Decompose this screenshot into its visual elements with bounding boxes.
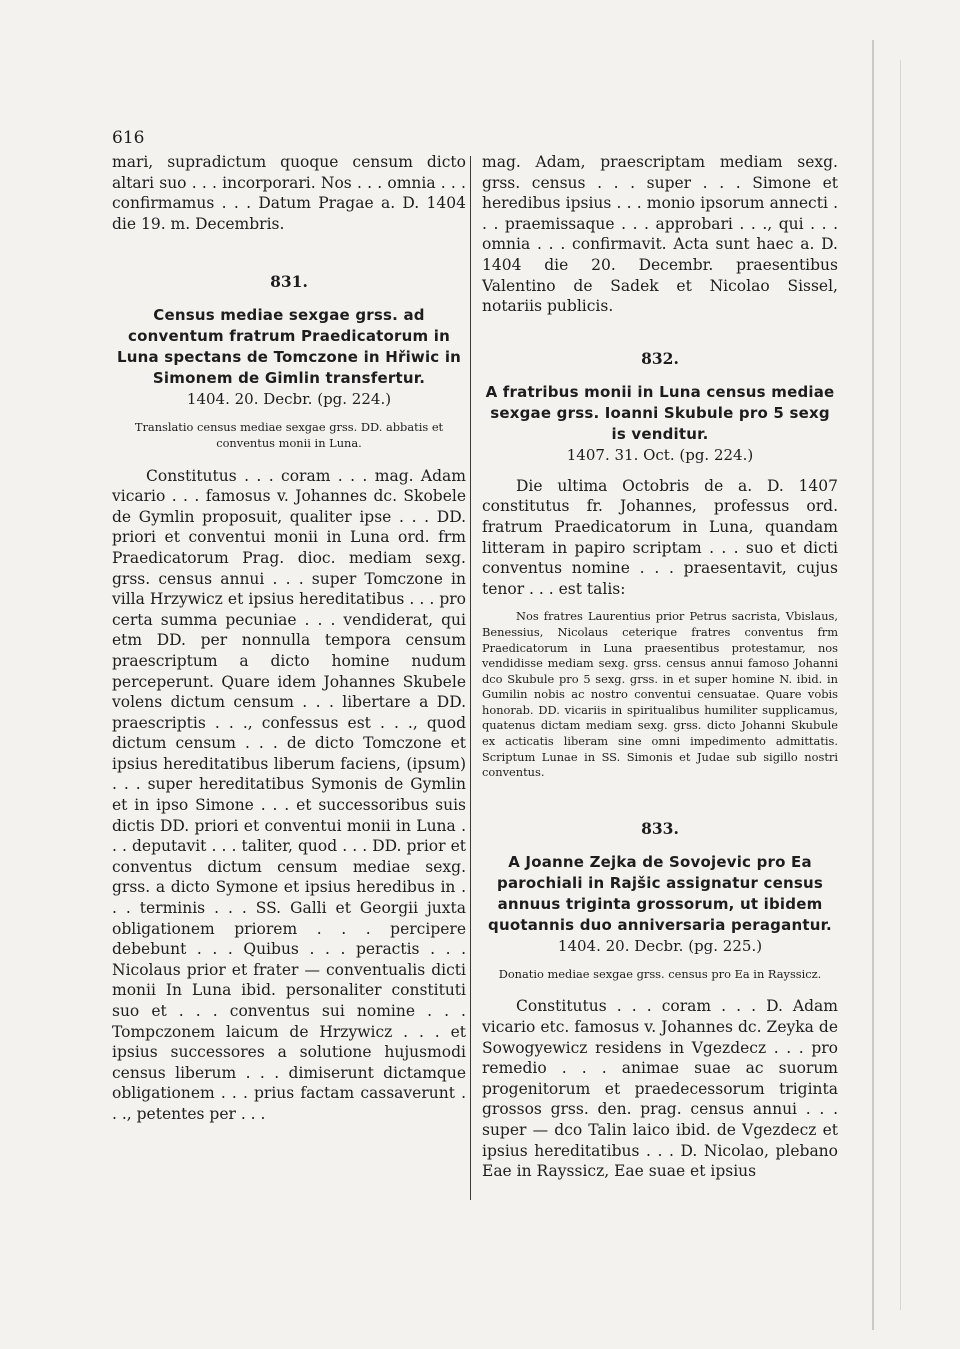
entry-date-832: 1407. 31. Oct. (pg. 224.) (566, 445, 754, 464)
page-edge-line (900, 60, 901, 1310)
entry-body-833: Constitutus . . . coram . . . D. Adam vicario etc. famosus v. Johannes dc. Zeyka de Sowogyewicz residens in Vgezdecz . . . pro remedio . . . animae suae ac suorum progenitorum et praedecessorum triginta grossos grss. den. prag. census annui . . . super — dco Talin laico ibid. de Vgezdecz et ipsius hereditatibus . . . D. Nicolao, plebano Eae in Rayssicz, Eae suae et ipsius (482, 997, 838, 1181)
entry-date-831: 1404. 20. Decbr. (pg. 224.) (186, 390, 392, 409)
entry-quote-832: Nos fratres Laurentius prior Petrus sacrista, Vbislaus, Benessius, Nicolaus ceterique fratres conventus frm Praedicatorum in Luna praesentibus protestamur, nos vendidisse mediam sexg. grss. census annui famoso Johanni dco Skubule pro 5 sexg. grss. in et super homine N. ibid. in Gumilin nobis ac nostro conventui censuatae. Quare vobis honorab. DD. vicariis in spiritualibus humiliter supplicamus, quatenus dictam mediam sexg. grss. dicto Johanni Skubule ex acticatis liberam sine omni impedimento admittatis. Scriptum Lunae in SS. Simonis et Judae sub sigillo nostri conventus. (482, 609, 838, 780)
right-column (482, 152, 838, 1182)
entry-number-831: 831. (270, 272, 308, 292)
entry-number-833: 833. (641, 818, 679, 838)
left-column (112, 152, 466, 1125)
entry-body-831: Constitutus . . . coram . . . mag. Adam vicario . . . famosus v. Johannes dc. Skobele de Gymlin proposuit, qualiter ipse . . . DD. priori et conventui monii in Luna ord. frm Praedicatorum Prag. dioc. mediam sexg. grss. census annui . . . super Tomczone in villa Hrzywicz et ipsius hereditatibus . . . pro certa summa pecuniae . . . vendiderat, qui etm DD. per nonnulla tempora censum praescriptum a dicto homine nudum perceperunt. Quare idem Johannes Skubele volens dictum censum . . . libertare a DD. praescriptis . . ., confessus est . . ., quod dictum censum . . . de dicto Tomczone et ipsius hereditatibus liberum faciens, (ipsum) . . . super hereditatibus Symonis de Gymlin et in ipso Simone . . . et successoribus suis dictis DD. priori et conventui monii in Luna . . . deputavit . . . taliter, quod . . . DD. prior et conventus dictum censum mediae sexg. grss. a dicto Symone et ipsius heredibus in . . . terminis . . . SS. Galli et Georgii juxta obligationem priorem . . . percipere debebunt . . . Quibus . . . peractis . . . Nicolaus prior et frater — conventualis dicti monii In Luna ibid. personaliter constituti suo et . . . conventus sui nomine . . . Tompczonem laicum de Hrzywicz . . . et ipsius successores a solutione hujusmodi census liberum . . . dimiserunt dictamque obligationem . . . prius factam cassaverunt . . ., petentes per . . . (112, 466, 466, 1123)
entry-heading-831: Census mediae sexgae grss. ad conventum fratrum Praedicatorum in Luna spectans de Tomczone in Hřiwic in Simonem de Gimlin transfertur. (116, 306, 462, 388)
entry-body-832: Die ultima Octobris de a. D. 1407 constitutus fr. Johannes, professus ord. fratrum Praedicatorum in Luna, quandam litteram in papiro scriptam . . . suo et dicti conventus nomine . . . praesentavit, cujus tenor . . . est talis: (482, 476, 838, 598)
entry-summary-833: Donatio mediae sexgae grss. census pro Ea in Rayssicz. (498, 966, 822, 981)
entry-date-833: 1404. 20. Decbr. (pg. 225.) (557, 936, 763, 955)
page-number: 616 (112, 128, 145, 148)
entry-heading-833: A Joanne Zejka de Sovojevic pro Ea parochiali in Rajšic assignatur census annuus triginta grossorum, ut ibidem quotannis duo anniversaria peragantur. (488, 852, 832, 934)
entry-summary-831: Translatio census mediae sexgae grss. DD. abbatis et conventus monii in Luna. (134, 420, 444, 450)
entry-number-832: 832. (641, 348, 679, 368)
column-divider (470, 156, 471, 1200)
paragraph-continuation: mari, supradictum quoque censum dicto altari suo . . . incorporari. Nos . . . omnia . . . confirmamus . . . Datum Pragae a. D. 1404 die 19. m. Decembris. (112, 153, 466, 233)
page-edge-shadow (872, 40, 874, 1330)
entry-heading-832: A fratribus monii in Luna census mediae sexgae grss. Ioanni Skubule pro 5 sexg is venditur. (485, 382, 835, 443)
entry-body-831-continued: mag. Adam, praescriptam mediam sexg. grss. census . . . super . . . Simone et heredibus ipsius . . . monio ipsorum annecti . . . praemissaque . . . approbari . . ., qui . . . omnia . . . confirmavit. Acta sunt haec a. D. 1404 die 20. Decembr. praesentibus Valentino de Sadek et Nicolao Sissel, notariis publicis. (482, 153, 838, 316)
